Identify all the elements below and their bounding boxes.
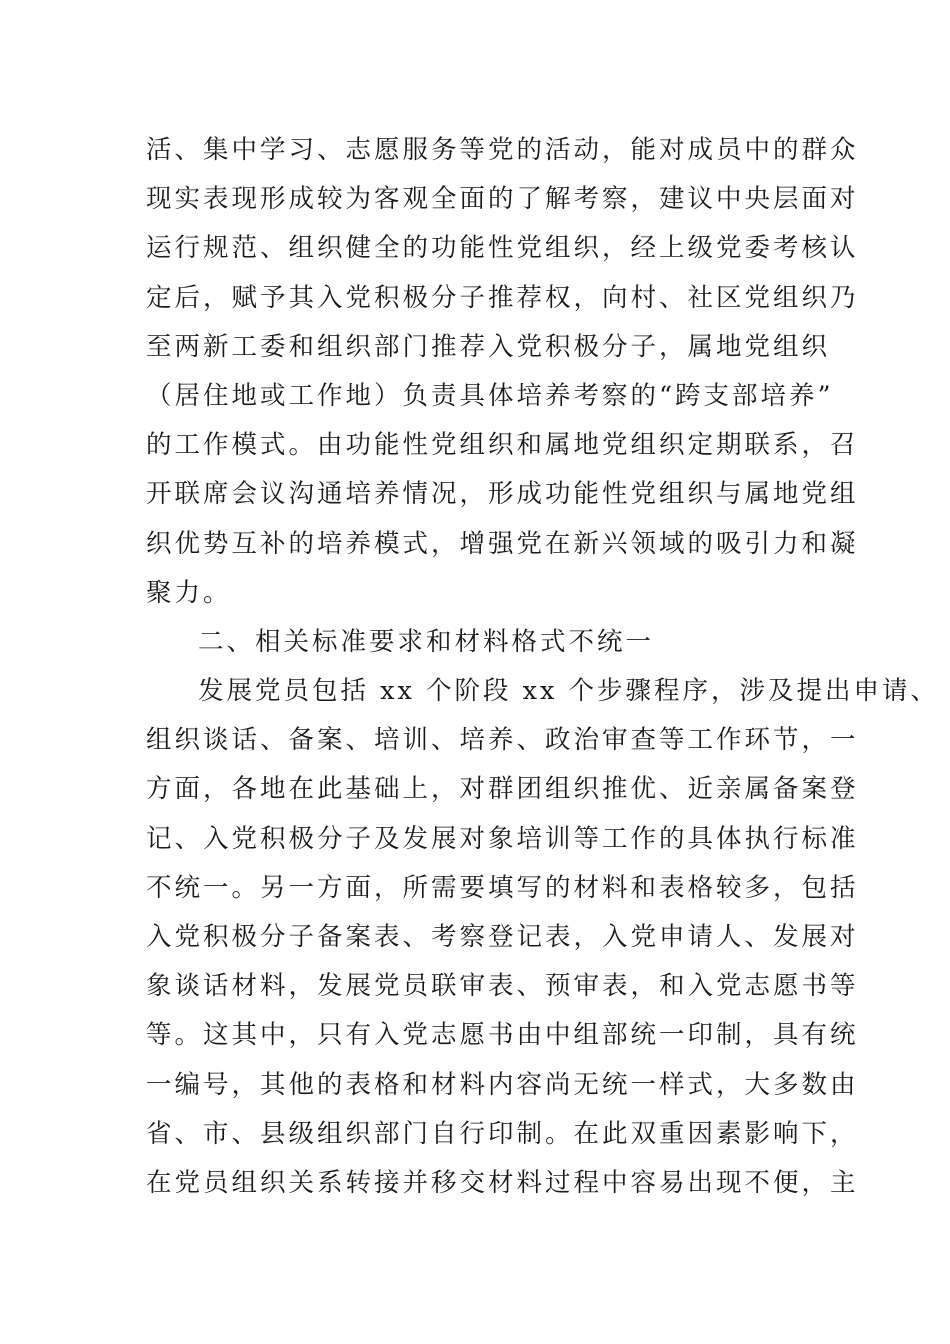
text-line: 象谈话材料，发展党员联审表、预审表，和入党志愿书等 — [146, 971, 859, 1002]
text-line: 定后，赋予其入党积极分子推荐权，向村、社区党组织乃 — [146, 282, 859, 313]
text-line: 的工作模式。由功能性党组织和属地党组织定期联系，召 — [146, 430, 859, 461]
text-line: 等。这其中，只有入党志愿书由中组部统一印制，具有统 — [146, 1020, 859, 1051]
text-line: 织优势互补的培养模式，增强党在新兴领域的吸引力和凝 — [146, 528, 859, 559]
text-line: 不统一。另一方面，所需要填写的材料和表格较多，包括 — [146, 872, 859, 903]
text-line: 在党员组织关系转接并移交材料过程中容易出现不便，主 — [146, 1167, 859, 1198]
text-line: 运行规范、组织健全的功能性党组织，经上级党委考核认 — [146, 233, 859, 264]
text-line: 记、入党积极分子及发展对象培训等工作的具体执行标准 — [146, 823, 859, 854]
text-line: 现实表现形成较为客观全面的了解考察，建议中央层面对 — [146, 184, 859, 215]
text-line: 入党积极分子备案表、考察登记表，入党申请人、发展对 — [146, 922, 859, 952]
document-body — [146, 126, 939, 1208]
section-heading: 二、相关标准要求和材料格式不统一 — [198, 626, 655, 657]
text-line: 省、市、县级组织部门自行印制。在此双重因素影响下， — [146, 1118, 859, 1149]
text-line: 方面，各地在此基础上，对群团组织推优、近亲属备案登 — [146, 774, 859, 805]
text-line: 开联席会议沟通培养情况，形成功能性党组织与属地党组 — [146, 479, 859, 510]
text-line: 发展党员包括 xx 个阶段 xx 个步骤程序，涉及提出申请、 — [198, 676, 939, 707]
text-line: 组织谈话、备案、培训、培养、政治审查等工作环节，一 — [146, 725, 859, 756]
text-line: 至两新工委和组织部门推荐入党积极分子，属地党组织 — [146, 331, 831, 362]
text-line: 一编号，其他的表格和材料内容尚无统一样式，大多数由 — [146, 1069, 859, 1100]
text-line: 活、集中学习、志愿服务等党的活动，能对成员中的群众 — [146, 135, 859, 165]
text-line: 聚力。 — [146, 577, 232, 608]
text-line: （居住地或工作地）负责具体培养考察的“跨支部培养” — [146, 380, 834, 411]
